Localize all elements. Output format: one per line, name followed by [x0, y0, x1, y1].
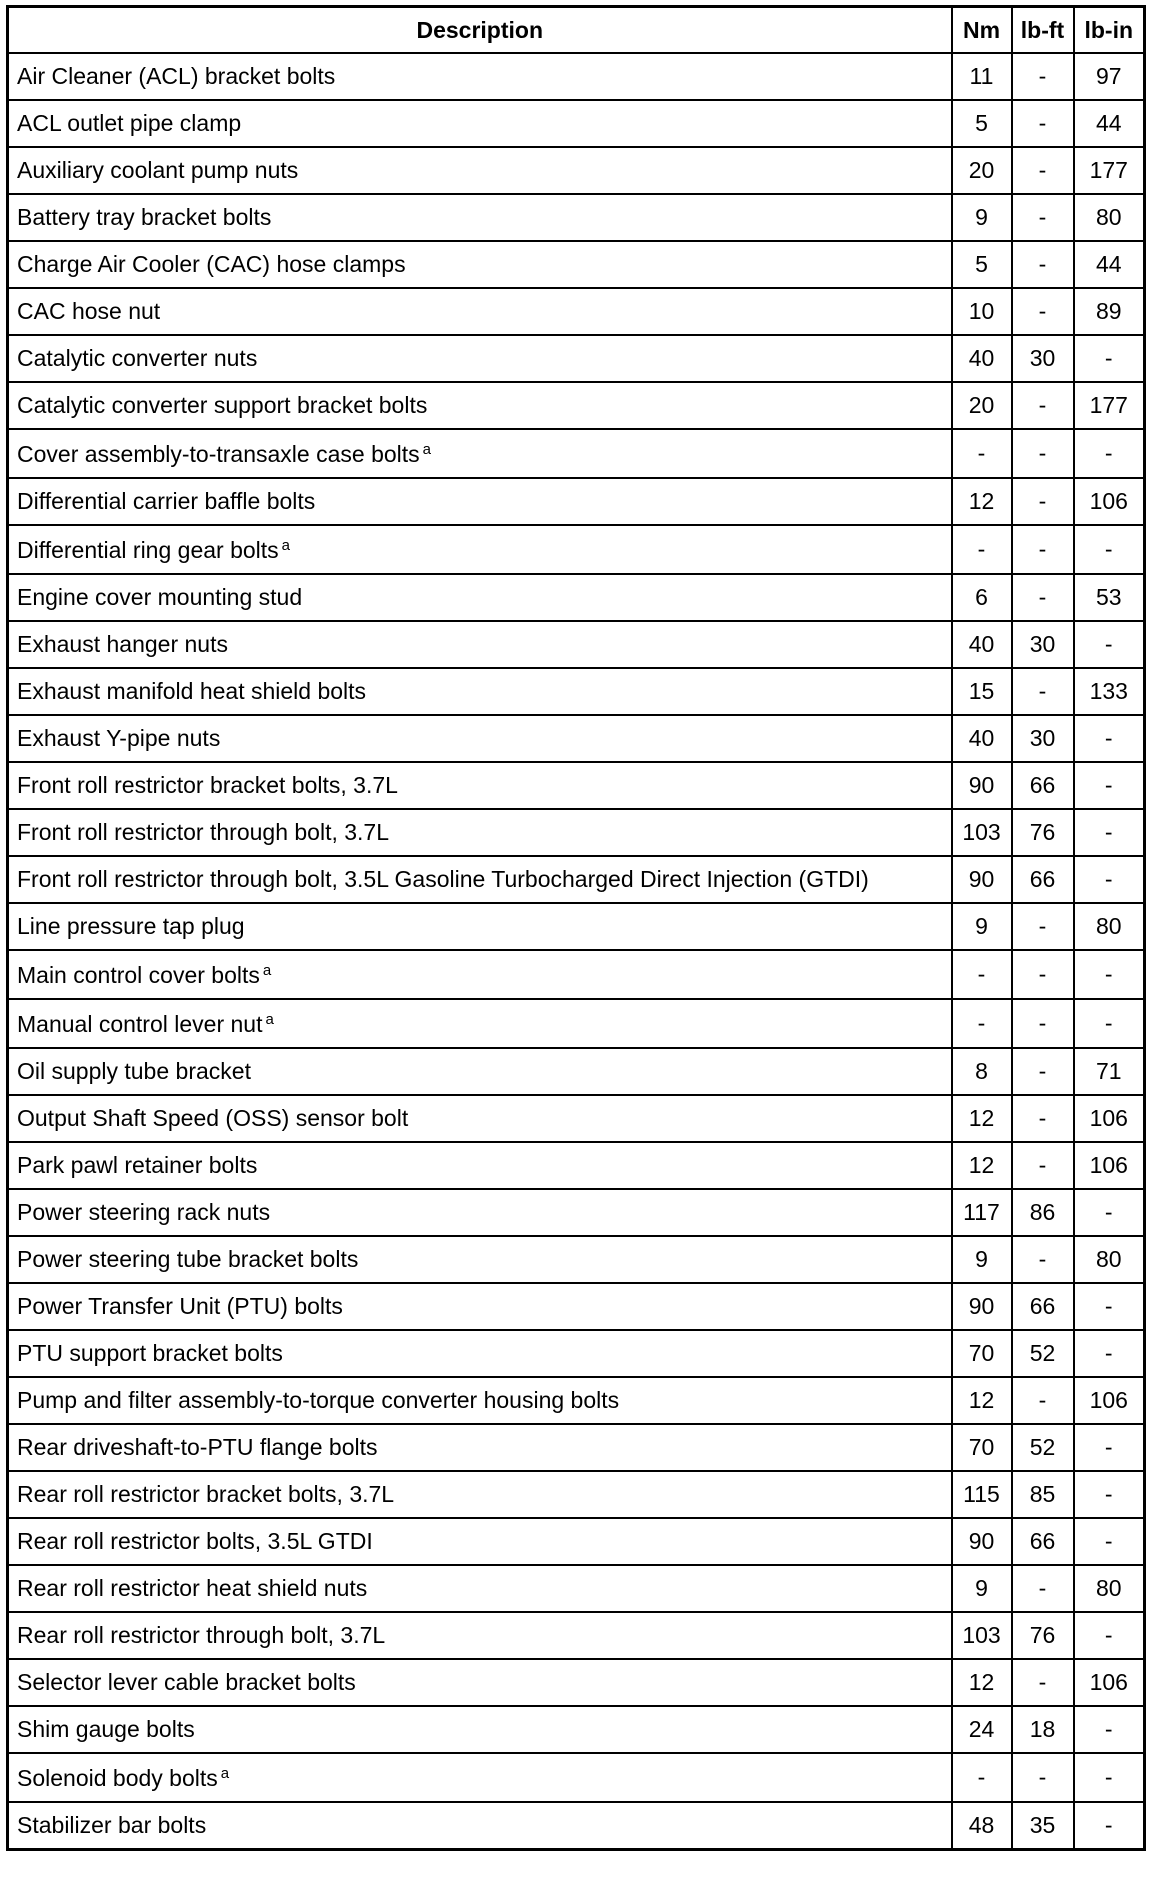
lbin-cell: -: [1074, 1424, 1145, 1471]
lbft-cell: -: [1012, 1048, 1074, 1095]
description-cell: [8, 1471, 952, 1518]
table-row: [8, 1048, 1145, 1095]
table-row: [8, 715, 1145, 762]
lbin-cell: 106: [1074, 1377, 1145, 1424]
lbft-cell: -: [1012, 903, 1074, 950]
description-cell: [8, 288, 952, 335]
nm-cell: 9: [952, 194, 1012, 241]
description-cell: [8, 856, 952, 903]
description-cell: [8, 762, 952, 809]
lbft-cell: 18: [1012, 1706, 1074, 1753]
lbin-cell: 97: [1074, 53, 1145, 100]
lbft-cell: 30: [1012, 621, 1074, 668]
nm-cell: -: [952, 1753, 1012, 1802]
table-row: [8, 194, 1145, 241]
nm-cell: 90: [952, 762, 1012, 809]
table-row: [8, 1565, 1145, 1612]
description-text: Solenoid body bolts: [17, 1764, 218, 1791]
lbin-cell: -: [1074, 335, 1145, 382]
lbin-cell: 44: [1074, 241, 1145, 288]
footnote-marker: a: [262, 961, 272, 979]
table-body: [8, 53, 1145, 1850]
description-cell: [8, 1518, 952, 1565]
description-text: Engine cover mounting stud: [17, 584, 303, 610]
table-row: [8, 1612, 1145, 1659]
lbin-cell: -: [1074, 762, 1145, 809]
footnote-marker: a: [422, 440, 432, 458]
nm-cell: 10: [952, 288, 1012, 335]
description-text: ACL outlet pipe clamp: [17, 110, 242, 136]
description-text: Catalytic converter support bracket bolts: [17, 392, 428, 418]
description-cell: [8, 194, 952, 241]
table-row: [8, 1471, 1145, 1518]
lbin-cell: -: [1074, 999, 1145, 1048]
lbin-cell: 177: [1074, 147, 1145, 194]
table-row: [8, 1424, 1145, 1471]
lbin-cell: 80: [1074, 1565, 1145, 1612]
lbft-cell: 66: [1012, 1283, 1074, 1330]
lbft-cell: -: [1012, 1142, 1074, 1189]
nm-cell: 48: [952, 1802, 1012, 1850]
torque-spec-table: [6, 5, 1146, 1851]
lbft-cell: -: [1012, 147, 1074, 194]
description-text: Power Transfer Unit (PTU) bolts: [17, 1293, 343, 1319]
description-cell: [8, 429, 952, 478]
lbin-cell: -: [1074, 1330, 1145, 1377]
lbin-cell: 53: [1074, 574, 1145, 621]
nm-cell: 90: [952, 856, 1012, 903]
description-cell: [8, 1802, 952, 1850]
lbft-cell: 85: [1012, 1471, 1074, 1518]
table-row: [8, 621, 1145, 668]
lbin-cell: 106: [1074, 1142, 1145, 1189]
lbin-cell: -: [1074, 525, 1145, 574]
lbft-cell: 52: [1012, 1424, 1074, 1471]
header-nm: Nm: [952, 7, 1012, 54]
nm-cell: 9: [952, 903, 1012, 950]
description-text: Battery tray bracket bolts: [17, 204, 272, 230]
table-row: [8, 147, 1145, 194]
table-row: [8, 1189, 1145, 1236]
nm-cell: 90: [952, 1518, 1012, 1565]
nm-cell: 9: [952, 1565, 1012, 1612]
description-cell: [8, 525, 952, 574]
lbin-cell: -: [1074, 1283, 1145, 1330]
table-row: [8, 668, 1145, 715]
description-text: Output Shaft Speed (OSS) sensor bolt: [17, 1105, 409, 1131]
description-text: Exhaust manifold heat shield bolts: [17, 678, 367, 704]
lbin-cell: -: [1074, 621, 1145, 668]
description-text: Pump and filter assembly-to-torque converter housing bolts: [17, 1387, 620, 1413]
table-row: [8, 53, 1145, 100]
lbin-cell: 80: [1074, 903, 1145, 950]
nm-cell: 12: [952, 1377, 1012, 1424]
description-cell: [8, 53, 952, 100]
lbft-cell: -: [1012, 100, 1074, 147]
nm-cell: 70: [952, 1330, 1012, 1377]
lbft-cell: -: [1012, 194, 1074, 241]
description-text: Shim gauge bolts: [17, 1716, 195, 1742]
torque-spec-table-container: [6, 5, 1146, 1851]
nm-cell: 90: [952, 1283, 1012, 1330]
table-row: [8, 1236, 1145, 1283]
table-row: [8, 1753, 1145, 1802]
description-cell: [8, 715, 952, 762]
lbft-cell: -: [1012, 999, 1074, 1048]
nm-cell: 15: [952, 668, 1012, 715]
lbft-cell: -: [1012, 1377, 1074, 1424]
lbft-cell: 30: [1012, 335, 1074, 382]
lbft-cell: 30: [1012, 715, 1074, 762]
table-row: [8, 1659, 1145, 1706]
nm-cell: 20: [952, 382, 1012, 429]
lbft-cell: -: [1012, 288, 1074, 335]
lbft-cell: -: [1012, 429, 1074, 478]
lbin-cell: 89: [1074, 288, 1145, 335]
lbft-cell: -: [1012, 241, 1074, 288]
description-cell: [8, 1236, 952, 1283]
description-text: Oil supply tube bracket: [17, 1058, 251, 1084]
table-row: [8, 1283, 1145, 1330]
table-row: [8, 100, 1145, 147]
description-cell: [8, 382, 952, 429]
description-text: Differential carrier baffle bolts: [17, 488, 316, 514]
description-cell: [8, 1659, 952, 1706]
description-cell: [8, 903, 952, 950]
description-cell: [8, 1377, 952, 1424]
lbin-cell: 80: [1074, 194, 1145, 241]
lbft-cell: -: [1012, 1659, 1074, 1706]
table-row: [8, 1706, 1145, 1753]
table-row: [8, 809, 1145, 856]
lbin-cell: -: [1074, 429, 1145, 478]
nm-cell: 70: [952, 1424, 1012, 1471]
table-row: [8, 525, 1145, 574]
footnote-marker: a: [220, 1764, 230, 1782]
lbft-cell: 66: [1012, 856, 1074, 903]
lbft-cell: -: [1012, 53, 1074, 100]
description-text: Main control cover bolts: [17, 961, 260, 988]
description-text: Line pressure tap plug: [17, 913, 245, 939]
lbin-cell: 71: [1074, 1048, 1145, 1095]
description-cell: [8, 1330, 952, 1377]
nm-cell: -: [952, 950, 1012, 999]
nm-cell: 40: [952, 621, 1012, 668]
nm-cell: 103: [952, 1612, 1012, 1659]
table-row: [8, 903, 1145, 950]
description-text: Exhaust Y-pipe nuts: [17, 725, 221, 751]
description-text: Auxiliary coolant pump nuts: [17, 157, 299, 183]
nm-cell: 24: [952, 1706, 1012, 1753]
lbin-cell: -: [1074, 1189, 1145, 1236]
nm-cell: 12: [952, 1659, 1012, 1706]
table-row: [8, 950, 1145, 999]
header-description: Description: [8, 7, 952, 54]
description-text: Power steering rack nuts: [17, 1199, 271, 1225]
lbft-cell: 35: [1012, 1802, 1074, 1850]
table-row: [8, 856, 1145, 903]
lbin-cell: 133: [1074, 668, 1145, 715]
nm-cell: 5: [952, 100, 1012, 147]
lbin-cell: -: [1074, 1518, 1145, 1565]
lbin-cell: 106: [1074, 1095, 1145, 1142]
lbin-cell: -: [1074, 1612, 1145, 1659]
nm-cell: 103: [952, 809, 1012, 856]
nm-cell: 20: [952, 147, 1012, 194]
description-text: Stabilizer bar bolts: [17, 1812, 207, 1838]
table-row: [8, 1802, 1145, 1850]
lbft-cell: -: [1012, 478, 1074, 525]
header-lbin: lb-in: [1074, 7, 1145, 54]
lbin-cell: 44: [1074, 100, 1145, 147]
lbin-cell: -: [1074, 715, 1145, 762]
description-cell: [8, 621, 952, 668]
lbin-cell: -: [1074, 809, 1145, 856]
description-text: Selector lever cable bracket bolts: [17, 1669, 356, 1695]
lbft-cell: 76: [1012, 1612, 1074, 1659]
nm-cell: 12: [952, 1095, 1012, 1142]
table-row: [8, 1518, 1145, 1565]
description-cell: [8, 809, 952, 856]
lbin-cell: -: [1074, 1753, 1145, 1802]
description-text: CAC hose nut: [17, 298, 161, 324]
table-row: [8, 999, 1145, 1048]
lbin-cell: 80: [1074, 1236, 1145, 1283]
lbft-cell: -: [1012, 574, 1074, 621]
table-row: [8, 382, 1145, 429]
description-cell: [8, 1095, 952, 1142]
lbft-cell: -: [1012, 1095, 1074, 1142]
description-text: Air Cleaner (ACL) bracket bolts: [17, 63, 336, 89]
description-cell: [8, 1283, 952, 1330]
lbft-cell: -: [1012, 1753, 1074, 1802]
lbft-cell: -: [1012, 668, 1074, 715]
description-text: Differential ring gear bolts: [17, 536, 279, 563]
nm-cell: 8: [952, 1048, 1012, 1095]
nm-cell: 117: [952, 1189, 1012, 1236]
description-cell: [8, 1565, 952, 1612]
description-text: Rear roll restrictor heat shield nuts: [17, 1575, 368, 1601]
nm-cell: 12: [952, 1142, 1012, 1189]
nm-cell: 40: [952, 335, 1012, 382]
description-text: Front roll restrictor through bolt, 3.7L: [17, 819, 389, 845]
header-row: [8, 7, 1145, 54]
description-text: Park pawl retainer bolts: [17, 1152, 258, 1178]
nm-cell: -: [952, 429, 1012, 478]
lbin-cell: 106: [1074, 478, 1145, 525]
nm-cell: 5: [952, 241, 1012, 288]
lbft-cell: 86: [1012, 1189, 1074, 1236]
table-row: [8, 241, 1145, 288]
footnote-marker: a: [281, 536, 291, 554]
description-text: Rear roll restrictor bolts, 3.5L GTDI: [17, 1528, 373, 1554]
lbin-cell: -: [1074, 856, 1145, 903]
lbft-cell: 52: [1012, 1330, 1074, 1377]
lbin-cell: 106: [1074, 1659, 1145, 1706]
description-text: Cover assembly-to-transaxle case bolts: [17, 440, 420, 467]
lbin-cell: 177: [1074, 382, 1145, 429]
description-text: Rear roll restrictor through bolt, 3.7L: [17, 1622, 386, 1648]
description-text: Rear driveshaft-to-PTU flange bolts: [17, 1434, 378, 1460]
nm-cell: 115: [952, 1471, 1012, 1518]
description-cell: [8, 335, 952, 382]
nm-cell: 12: [952, 478, 1012, 525]
lbft-cell: -: [1012, 382, 1074, 429]
description-cell: [8, 1424, 952, 1471]
lbin-cell: -: [1074, 1706, 1145, 1753]
description-cell: [8, 950, 952, 999]
description-cell: [8, 147, 952, 194]
description-cell: [8, 999, 952, 1048]
description-text: Power steering tube bracket bolts: [17, 1246, 359, 1272]
description-text: Manual control lever nut: [17, 1010, 263, 1037]
description-text: Charge Air Cooler (CAC) hose clamps: [17, 251, 406, 277]
description-cell: [8, 668, 952, 715]
description-cell: [8, 1706, 952, 1753]
header-lbft: lb-ft: [1012, 7, 1074, 54]
table-row: [8, 1095, 1145, 1142]
description-cell: [8, 1189, 952, 1236]
table-row: [8, 429, 1145, 478]
lbin-cell: -: [1074, 1471, 1145, 1518]
description-cell: [8, 1753, 952, 1802]
lbin-cell: -: [1074, 950, 1145, 999]
table-row: [8, 288, 1145, 335]
table-row: [8, 1330, 1145, 1377]
table-row: [8, 335, 1145, 382]
nm-cell: -: [952, 525, 1012, 574]
description-text: Exhaust hanger nuts: [17, 631, 228, 657]
nm-cell: 40: [952, 715, 1012, 762]
lbft-cell: 66: [1012, 1518, 1074, 1565]
description-cell: [8, 1612, 952, 1659]
description-text: Catalytic converter nuts: [17, 345, 258, 371]
description-cell: [8, 1048, 952, 1095]
table-row: [8, 762, 1145, 809]
table-row: [8, 478, 1145, 525]
nm-cell: -: [952, 999, 1012, 1048]
description-text: Rear roll restrictor bracket bolts, 3.7L: [17, 1481, 395, 1507]
lbin-cell: -: [1074, 1802, 1145, 1850]
description-cell: [8, 478, 952, 525]
lbft-cell: 76: [1012, 809, 1074, 856]
description-cell: [8, 1142, 952, 1189]
table-row: [8, 1142, 1145, 1189]
lbft-cell: -: [1012, 1565, 1074, 1612]
description-cell: [8, 100, 952, 147]
nm-cell: 9: [952, 1236, 1012, 1283]
lbft-cell: 66: [1012, 762, 1074, 809]
table-row: [8, 1377, 1145, 1424]
footnote-marker: a: [265, 1010, 274, 1028]
lbft-cell: -: [1012, 525, 1074, 574]
description-text: Front roll restrictor through bolt, 3.5L Gasoline Turbocharged Direct Injection (GTDI): [17, 866, 869, 892]
lbft-cell: -: [1012, 950, 1074, 999]
description-text: Front roll restrictor bracket bolts, 3.7L: [17, 772, 398, 798]
description-text: PTU support bracket bolts: [17, 1340, 283, 1366]
nm-cell: 11: [952, 53, 1012, 100]
lbft-cell: -: [1012, 1236, 1074, 1283]
nm-cell: 6: [952, 574, 1012, 621]
description-cell: [8, 241, 952, 288]
table-row: [8, 574, 1145, 621]
description-cell: [8, 574, 952, 621]
